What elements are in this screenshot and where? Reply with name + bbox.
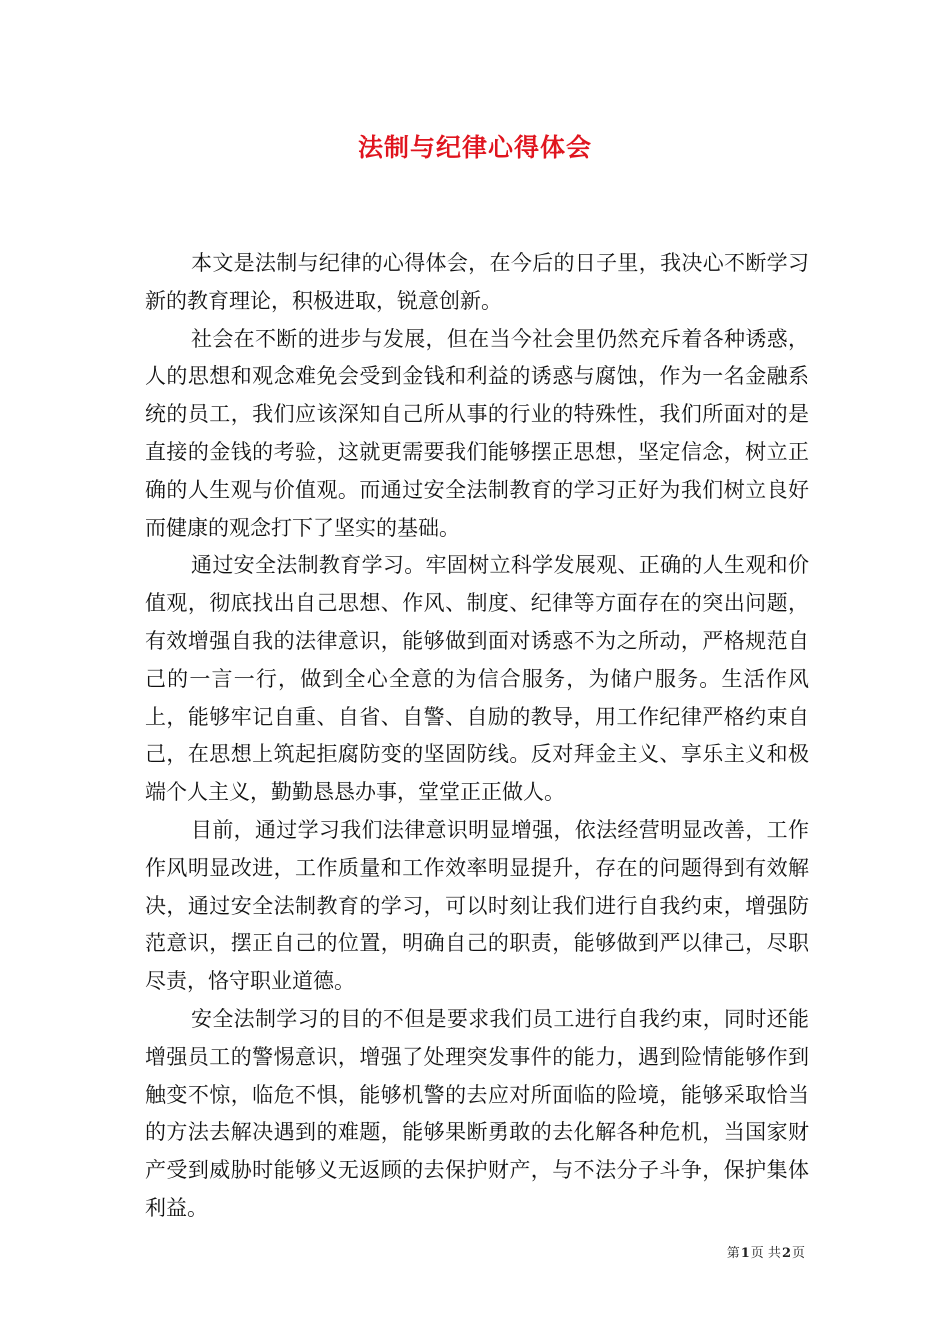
paragraph: 本文是法制与纪律的心得体会，在今后的日子里，我决心不断学习新的教育理论，积极进取，锐意创新。	[145, 251, 809, 313]
footer-suffix: 页	[791, 1246, 805, 1261]
paragraph: 社会在不断的进步与发展，但在当今社会里仍然充斥着各种诱惑，人的思想和观念难免会受到金钱和利益的诱惑与腐蚀，作为一名金融系统的员工，我们应该深知自己所从事的行业的特殊性，我们所面对的是直接的金钱的考验，这就更需要我们能够摆正思想，坚定信念，树立正确的人生观与价值观。而通过安全法制教育的学习正好为我们树立良好而健康的观念打下了坚实的基础。	[145, 326, 809, 540]
footer-middle: 页 共	[750, 1246, 781, 1261]
paragraph: 安全法制学习的目的不但是要求我们员工进行自我约束，同时还能增强员工的警惕意识，增强了处理突发事件的能力，遇到险情能够作到触变不惊，临危不惧，能够机警的去应对所面临的险境，能够采取恰当的方法去解决遇到的难题，能够果断勇敢的去化解各种危机，当国家财产受到威胁时能够义无返顾的去保护财产，与不法分子斗争，保护集体利益。	[145, 1006, 809, 1220]
document-body	[145, 245, 809, 1228]
page-number-footer	[727, 1245, 805, 1263]
footer-prefix: 第	[726, 1246, 740, 1261]
paragraph: 通过安全法制教育学习。牢固树立科学发展观、正确的人生观和价值观，彻底找出自己思想、作风、制度、纪律等方面存在的突出问题，有效增强自我的法律意识，能够做到面对诱惑不为之所动，严格规范自己的一言一行，做到全心全意的为信合服务，为储户服务。生活作风上，能够牢记自重、自省、自警、自励的教导，用工作纪律严格约束自己，在思想上筑起拒腐防变的坚固防线。反对拜金主义、享乐主义和极端个人主义，勤勤恳恳办事，堂堂正正做人。	[145, 553, 809, 805]
paragraph: 目前，通过学习我们法律意识明显增强，依法经营明显改善，工作作风明显改进，工作质量和工作效率明显提升，存在的问题得到有效解决，通过安全法制教育的学习，可以时刻让我们进行自我约束，增强防范意识，摆正自己的位置，明确自己的职责，能够做到严以律己，尽职尽责，恪守职业道德。	[145, 817, 809, 994]
document-title: 法制与纪律心得体会	[357, 133, 592, 162]
total-pages-number: 2	[781, 1246, 791, 1261]
current-page-number: 1	[740, 1246, 750, 1261]
